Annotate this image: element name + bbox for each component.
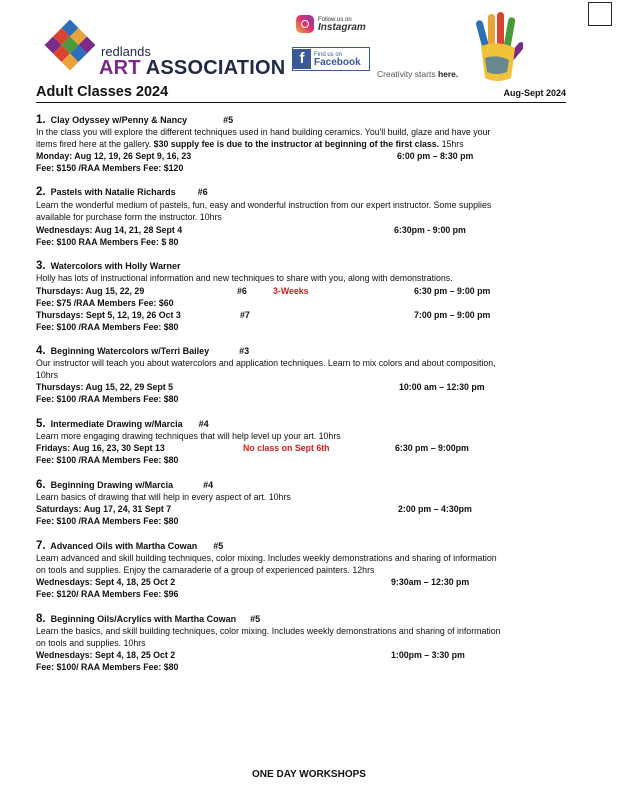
class-description: 10hrs	[36, 370, 59, 380]
class-description: on tools and supplies. Enjoy the camaraderie of a group of experienced painters. 12hrs	[36, 565, 375, 575]
painted-hand-icon	[473, 12, 523, 86]
corner-box	[588, 2, 612, 26]
class-fee: Fee: $100 /RAA Members Fee: $80	[36, 394, 179, 404]
class-schedule: Wednesdays: Aug 14, 21, 28 Sept 4	[36, 225, 183, 235]
class-time: 7:00 pm – 9:00 pm	[414, 310, 491, 320]
class-code: #7	[240, 310, 250, 320]
class-fee: Fee: $75 /RAA Members Fee: $60	[36, 298, 174, 308]
class-fee: Fee: $100 /RAA Members Fee: $80	[36, 516, 179, 526]
class-schedule: Thursdays: Aug 15, 22, 29	[36, 286, 145, 296]
redlands-logo-icon	[43, 18, 97, 72]
class-time: 6:30pm - 9:00 pm	[394, 225, 466, 235]
instagram-link[interactable]: Follow us on Instagram	[296, 15, 366, 33]
page-title: Adult Classes 2024	[36, 84, 169, 100]
class-time: 6:00 pm – 8:30 pm	[397, 151, 474, 161]
date-range: Aug-Sept 2024	[503, 88, 566, 98]
class-title: 7. Advanced Oils with Martha Cowan #5	[36, 540, 224, 552]
class-fee: Fee: $100 /RAA Members Fee: $80	[36, 455, 179, 465]
facebook-link[interactable]: f Find us on Facebook	[292, 47, 370, 71]
workshops-heading: ONE DAY WORKSHOPS	[252, 769, 366, 780]
class-description: Our instructor will teach you about watercolors and application techniques. Learn to mix colors and about composition,	[36, 358, 496, 368]
class-schedule: Fridays: Aug 16, 23, 30 Sept 13	[36, 443, 165, 453]
class-schedule: Wednesdays: Sept 4, 18, 25 Oct 2	[36, 577, 176, 587]
class-fee: Fee: $120/ RAA Members Fee: $96	[36, 589, 179, 599]
class-description: Learn advanced and skill building techniques, color mixing. Includes weekly demonstrations and sharing of information	[36, 553, 497, 563]
class-note: No class on Sept 6th	[243, 443, 330, 453]
class-time: 1:00pm – 3:30 pm	[391, 650, 465, 660]
class-description: In the class you will explore the different techniques used in hand building ceramics. You'll build, glaze and have your	[36, 127, 491, 137]
class-description: Learn basics of drawing that will help in every aspect of art. 10hrs	[36, 492, 291, 502]
class-schedule: Thursdays: Sept 5, 12, 19, 26 Oct 3	[36, 310, 181, 320]
class-schedule: Monday: Aug 12, 19, 26 Sept 9, 16, 23	[36, 151, 192, 161]
title-row	[36, 85, 566, 103]
class-time: 6:30 pm – 9:00pm	[395, 443, 469, 453]
class-schedule: Saturdays: Aug 17, 24, 31 Sept 7	[36, 504, 172, 514]
class-description: Learn the basics, and skill building techniques, color mixing. Includes weekly demonstrations and sharing of information	[36, 626, 501, 636]
class-code: #6	[237, 286, 247, 296]
class-schedule: Thursdays: Aug 15, 22, 29 Sept 5	[36, 382, 174, 392]
class-time: 10:00 am – 12:30 pm	[399, 382, 485, 392]
class-description: on tools and supplies. 10hrs	[36, 638, 146, 648]
class-title: 2. Pastels with Natalie Richards #6	[36, 186, 208, 198]
instagram-icon	[296, 15, 314, 33]
tagline: Creativity starts here.	[377, 69, 459, 79]
class-description: items fired here at the gallery. $30 supply fee is due to the instructor at beginning of the first class. 15hrs	[36, 139, 464, 149]
class-note: 3-Weeks	[273, 286, 309, 296]
class-title: 6. Beginning Drawing w/Marcia #4	[36, 479, 214, 491]
class-fee: Fee: $100/ RAA Members Fee: $80	[36, 662, 179, 672]
class-fee: Fee: $100 RAA Members Fee: $ 80	[36, 237, 179, 247]
class-time: 2:00 pm – 4:30pm	[398, 504, 472, 514]
class-title: 3. Watercolors with Holly Warner	[36, 260, 181, 272]
class-schedule: Wednesdays: Sept 4, 18, 25 Oct 2	[36, 650, 176, 660]
class-time: 6:30 pm – 9:00 pm	[414, 286, 491, 296]
class-title: 4. Beginning Watercolors w/Terri Bailey #3	[36, 345, 250, 357]
class-title: 1. Clay Odyssey w/Penny & Nancy #5	[36, 114, 234, 126]
class-title: 8. Beginning Oils/Acrylics with Martha Cowan #5	[36, 613, 261, 625]
class-fee: Fee: $100 /RAA Members Fee: $80	[36, 322, 179, 332]
class-description: Learn more engaging drawing techniques that will help level up your art. 10hrs	[36, 431, 341, 441]
class-title: 5. Intermediate Drawing w/Marcia #4	[36, 418, 209, 430]
class-time: 9:30am – 12:30 pm	[391, 577, 470, 587]
class-fee: Fee: $150 /RAA Members Fee: $120	[36, 163, 184, 173]
facebook-icon: f	[293, 49, 311, 69]
class-description: Learn the wonderful medium of pastels, fun, easy and wonderful instruction from our expert instructor. Some supplies	[36, 200, 492, 210]
brand-small: redlands	[101, 44, 151, 59]
class-description: Holly has lots of instructional information and new techniques to share with you, along with demonstrations.	[36, 273, 453, 283]
brand-name: ART ASSOCIATION	[99, 57, 286, 79]
class-description: available for purchase form the instructor. 10hrs	[36, 212, 222, 222]
